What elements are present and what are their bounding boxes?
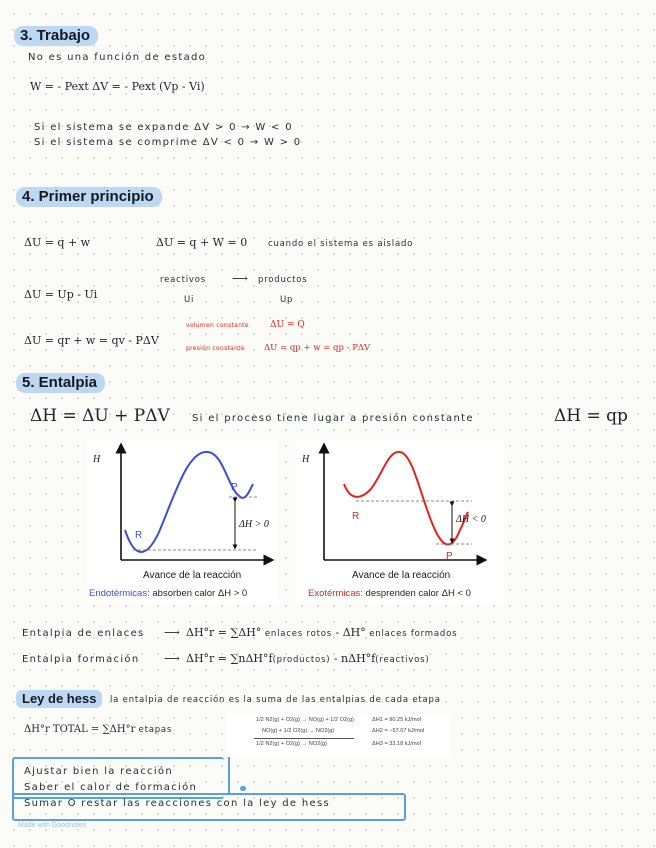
hess-description: la entalpia de reacción es la suma de las entalpias de cada etapa <box>110 695 441 705</box>
goodnotes-badge: Made with Goodnotes <box>18 822 87 829</box>
hess-total-equation <box>24 724 172 735</box>
exothermic-energy-curve <box>344 452 468 545</box>
x-axis-label: Avance de la reacción <box>352 570 451 581</box>
table-row <box>234 717 442 725</box>
entalpia-enlaces-formula <box>186 626 457 639</box>
endothermic-caption-text: absorben calor ΔH > 0 <box>149 588 248 599</box>
section-5-title: 5. Entalpia <box>16 373 105 393</box>
isolated-system-equation: ΔU = q + W = 0 <box>156 236 248 249</box>
exothermic-svg <box>296 440 504 604</box>
section-3-title: 3. Trabajo <box>14 26 98 46</box>
step-2: Saber el calor de formación <box>24 782 198 793</box>
delta-h-label: ΔH > 0 <box>239 519 269 530</box>
delta-h-label: ΔH < 0 <box>456 514 486 525</box>
formacion-minus: - nΔH°f <box>330 652 376 665</box>
hess-title: Ley de hess <box>16 690 102 708</box>
y-axis-label: H <box>93 454 101 465</box>
pen-dot <box>240 786 246 791</box>
enlaces-rotos-label: enlaces rotos <box>264 629 332 639</box>
product-label: P <box>231 482 238 493</box>
sum-line <box>254 738 354 739</box>
y-axis-label: H <box>302 454 310 465</box>
reaction-arrow: ⟶ <box>232 272 248 285</box>
delta-h-1: ΔH1 = 90.25 kJ/mol <box>372 717 421 723</box>
arrow-formacion: ⟶ <box>164 652 180 665</box>
constant-pressure-note: Si el proceso tiene lugar a presión constante <box>192 413 474 424</box>
up-label: Up <box>280 295 294 305</box>
internal-energy-difference: ΔU = Up - Ui <box>24 288 98 301</box>
reactivos-label: reactivos <box>160 275 206 285</box>
enthalpy-definition: ΔH = ΔU + PΔV <box>30 406 170 426</box>
internal-energy-expansion: ΔU = qr + w = qv - PΔV <box>24 334 159 347</box>
section-4-title: 4. Primer principio <box>16 187 162 207</box>
x-axis-label: Avance de la reacción <box>143 570 242 581</box>
presion-constante-equation: ΔU = qp + w = qp - PΔV <box>264 343 371 353</box>
endothermic-caption-title: Endotérmicas: <box>89 588 150 599</box>
presion-constante-label: presión constante <box>186 345 245 352</box>
compression-condition: Si el sistema se comprime ΔV < 0 → W > 0 <box>34 137 302 148</box>
isolated-system-note: cuando el sistema es aislado <box>268 239 414 249</box>
ui-label: Ui <box>184 295 195 305</box>
endothermic-svg <box>87 440 279 604</box>
exothermic-caption-text: desprenden calor ΔH < 0 <box>362 588 471 599</box>
exothermic-caption-title: Exotérmicas: <box>308 588 363 599</box>
hess-reaction-table <box>226 713 450 757</box>
volumen-constante-label: volumen constante <box>186 322 249 329</box>
reaction-1: 1/2 N2(g) + O2(g) → NO(g) + 1/2 O2(g) <box>256 717 354 723</box>
table-row <box>234 728 442 736</box>
trabajo-formula: W = - Pext ΔV = - Pext (Vp - Vi) <box>30 80 205 93</box>
step-3: Sumar O restar las reacciones con la ley de hess <box>24 798 330 809</box>
hess-sum: ΔH°r TOTAL = ∑ΔH°r <box>24 724 136 735</box>
entalpia-formacion-formula <box>186 652 429 665</box>
formacion-reactivos: (reactivos) <box>375 655 430 665</box>
endothermic-caption <box>89 588 247 599</box>
enlaces-minus: - ΔH° <box>332 626 366 639</box>
arrow-enlaces: ⟶ <box>164 626 180 639</box>
reactant-label: R <box>352 511 360 522</box>
endothermic-energy-curve <box>125 452 253 552</box>
hess-etapas: etapas <box>138 725 173 735</box>
enlaces-sum: ΔH°r = ∑ΔH° <box>186 626 262 639</box>
steps-box-connector <box>222 757 230 793</box>
step-1: Ajustar bien la reacción <box>24 766 173 777</box>
exothermic-caption <box>308 588 471 599</box>
volumen-constante-equation: ΔU = Q <box>270 320 305 330</box>
enlaces-formados-label: enlaces formados <box>369 629 458 639</box>
table-row <box>234 741 442 749</box>
enthalpy-equals-qp: ΔH = qp <box>554 406 628 426</box>
product-label: P <box>446 551 453 562</box>
endothermic-diagram <box>87 440 279 604</box>
entalpia-formacion-label: Entalpia formación <box>22 654 140 665</box>
reaction-2: NO(g) + 1/2 O2(g) → NO2(g) <box>262 728 335 734</box>
entalpia-enlaces-label: Entalpia de enlaces <box>22 628 145 639</box>
trabajo-definition: No es una función de estado <box>28 52 207 63</box>
productos-label: productos <box>258 275 308 285</box>
reactant-label: R <box>135 530 143 541</box>
delta-h-2: ΔH2 = −57.07 kJ/mol <box>372 728 425 734</box>
exothermic-diagram <box>296 440 504 604</box>
formacion-sum: ΔH°r = ∑nΔH°f <box>186 652 273 665</box>
expansion-condition: Si el sistema se expande ΔV > 0 → W < 0 <box>34 122 293 133</box>
first-law-equation: ΔU = q + w <box>24 236 91 249</box>
reaction-3: 1/2 N2(g) + O2(g) → NO2(g) <box>256 741 328 747</box>
formacion-productos: (productos) <box>272 655 331 665</box>
delta-h-3: ΔH3 = 33.18 kJ/mol <box>372 741 421 747</box>
